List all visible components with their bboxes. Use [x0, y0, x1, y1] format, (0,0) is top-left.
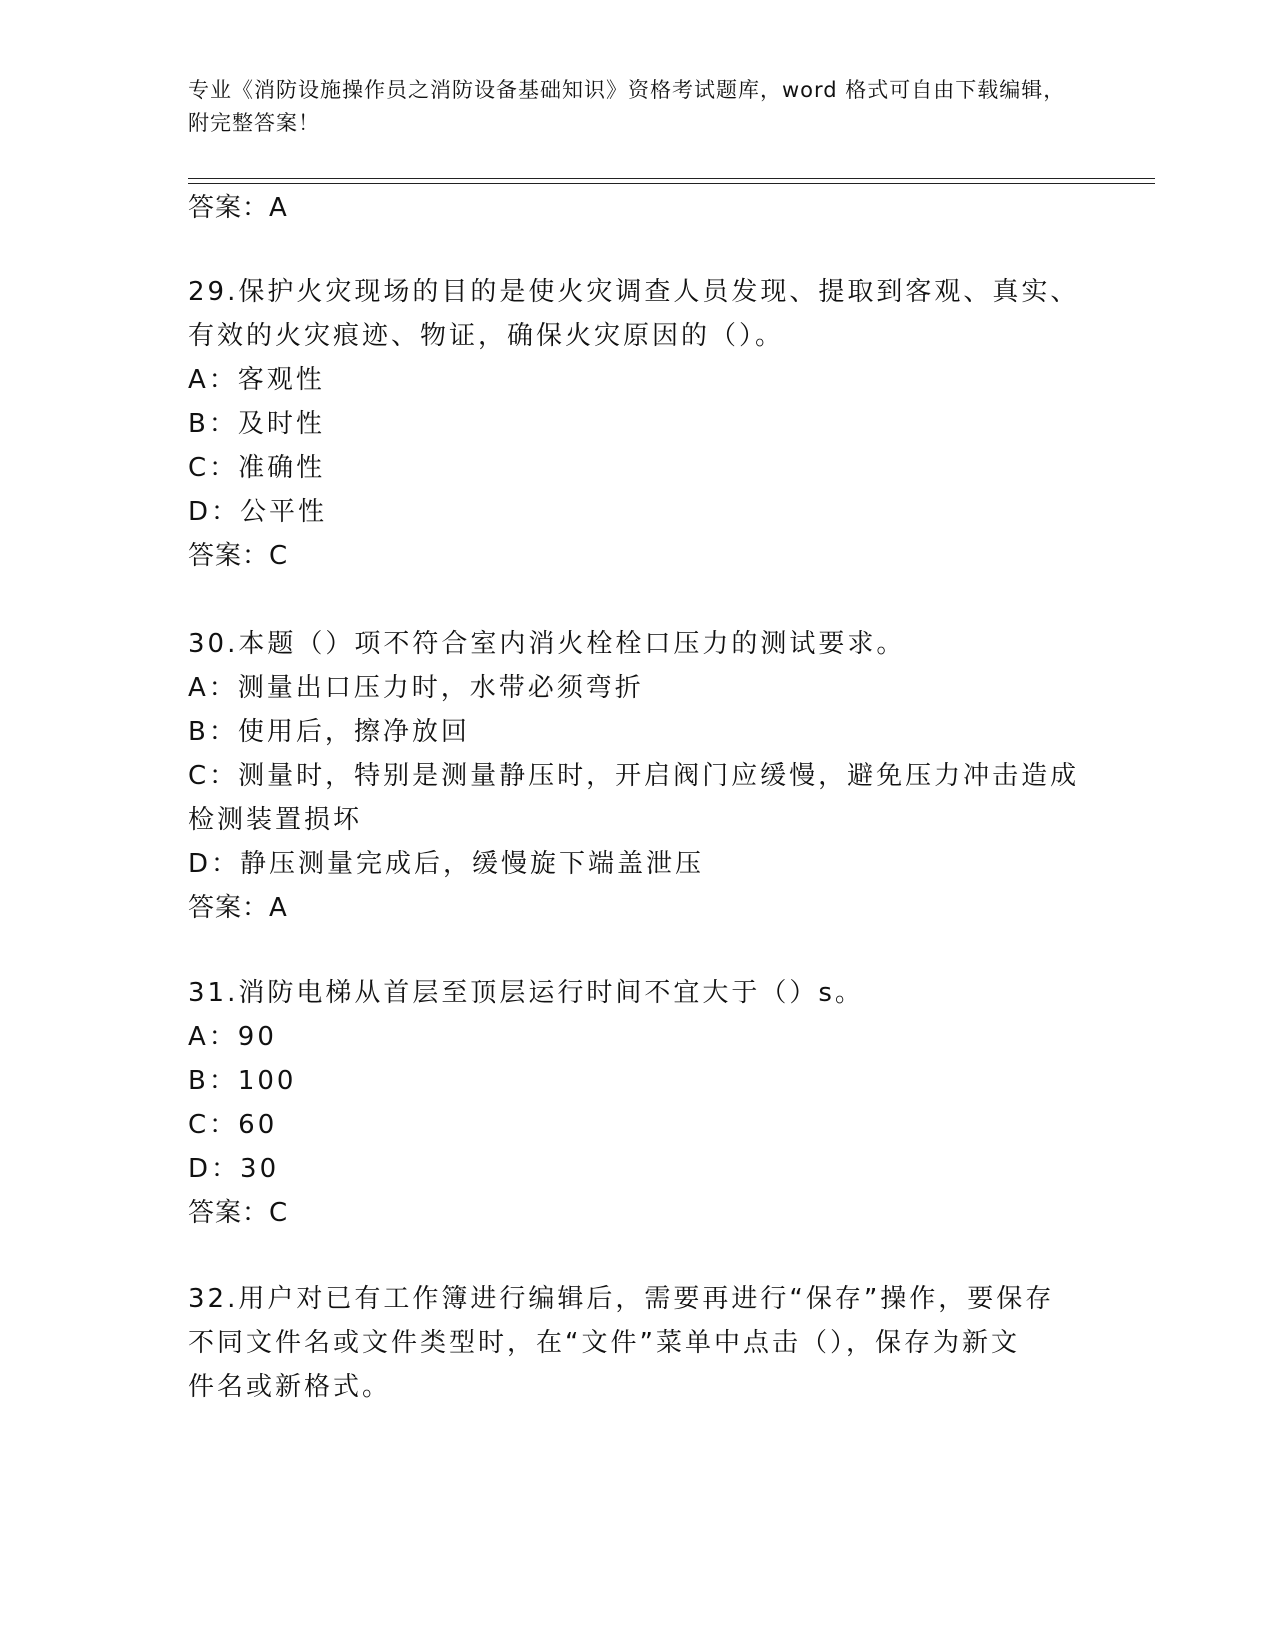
question-32-stem-line-1: 32.用户对已有工作簿进行编辑后，需要再进行“保存”操作，要保存 — [188, 1284, 1055, 1314]
question-31-option-b: B：100 — [188, 1066, 297, 1096]
header-divider-line-2 — [188, 183, 1155, 184]
question-30-option-b: B：使用后，擦净放回 — [188, 717, 470, 747]
question-30-option-c-continued: 检测装置损坏 — [188, 805, 363, 835]
question-29-option-a: A：客观性 — [188, 365, 325, 395]
question-29-stem-line-1: 29.保护火灾现场的目的是使火灾调查人员发现、提取到客观、真实、 — [188, 277, 1080, 307]
question-30-answer: 答案：A — [188, 893, 288, 923]
question-31-option-a: A：90 — [188, 1022, 277, 1052]
question-31-option-d: D：30 — [188, 1154, 280, 1184]
header-divider-line — [188, 178, 1155, 179]
document-header: 专业《消防设施操作员之消防设备基础知识》资格考试题库，word 格式可自由下载编辑，附完整答案！ — [188, 78, 1066, 135]
question-30-option-a: A：测量出口压力时，水带必须弯折 — [188, 673, 644, 703]
previous-answer: 答案：A — [188, 193, 288, 223]
question-32-stem-line-2: 不同文件名或文件类型时，在“文件”菜单中点击（），保存为新文 — [188, 1328, 1020, 1358]
question-31-answer: 答案：C — [188, 1198, 289, 1228]
question-29-answer: 答案：C — [188, 541, 289, 571]
question-31-option-c: C：60 — [188, 1110, 278, 1140]
question-29-option-b: B：及时性 — [188, 409, 325, 439]
question-30-stem-line-1: 30.本题（）项不符合室内消火栓栓口压力的测试要求。 — [188, 629, 906, 659]
question-31-stem-line-1: 31.消防电梯从首层至顶层运行时间不宜大于（）s。 — [188, 978, 864, 1008]
question-29-option-d: D：公平性 — [188, 497, 328, 527]
question-30-option-d: D：静压测量完成后，缓慢旋下端盖泄压 — [188, 849, 705, 879]
question-32-stem-line-3: 件名或新格式。 — [188, 1372, 392, 1402]
question-29-stem-line-2: 有效的火灾痕迹、物证，确保火灾原因的（）。 — [188, 321, 785, 351]
question-29-option-c: C：准确性 — [188, 453, 326, 483]
question-30-option-c: C：测量时，特别是测量静压时，开启阀门应缓慢，避免压力冲击造成 — [188, 761, 1080, 791]
